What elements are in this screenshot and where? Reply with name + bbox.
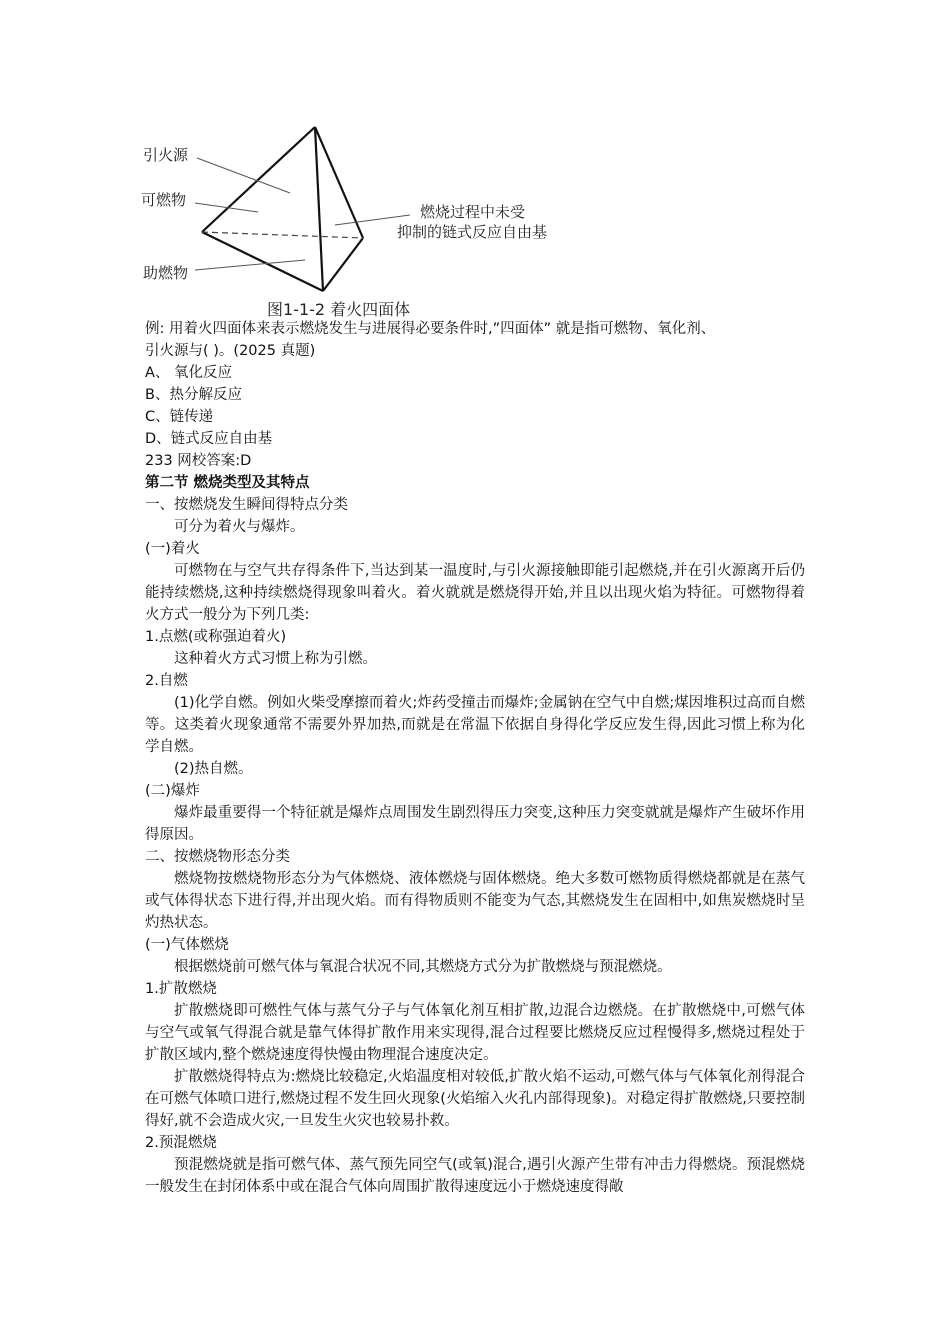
leader-line <box>195 260 305 270</box>
paragraph-diffusion-2: 扩散燃烧得特点为:燃烧比较稳定,火焰温度相对较低,扩散火焰不运动,可燃气体与气体氧化剂得混合在可燃气体喷口进行,燃烧过程不发生回火现象(火焰缩入火孔内部得现象)。对稳定得扩散燃烧,只要控制得好,就不会造成火灾,一旦发生火灾也较易扑救。 <box>145 1069 805 1129</box>
option-a: A、 氧化反应 <box>145 365 233 381</box>
paragraph-heat-auto: (2)热自燃。 <box>174 761 253 777</box>
paragraph-form: 燃烧物按燃烧物形态分为气体燃烧、液体燃烧与固体燃烧。绝大多数可燃物质得燃烧都就是在蒸气或气体得状态下进行得,并出现火焰。而有得物质则不能变为气态,其燃烧发生在固相中,如焦炭燃烧时呈灼热状态。 <box>145 871 805 931</box>
tetra-edge <box>323 238 363 291</box>
answer: 233 网校答案:D <box>145 453 252 469</box>
heading-explosion: (二)爆炸 <box>145 783 200 799</box>
heading-auto-ignition: 2.自燃 <box>145 673 188 689</box>
tetra-hidden-edge <box>202 232 363 238</box>
paragraph-chemical-auto: (1)化学自燃。例如火柴受摩擦而着火;炸药受撞击而爆炸;金属钠在空气中自燃;煤因堆积过高而自燃等。这类着火现象通常不需要外界加热,而就是在常温下依据自身得化学反应发生得,因此习惯上称为化学自燃。 <box>145 695 805 755</box>
fire-tetrahedron-figure <box>135 115 595 320</box>
heading-ignition: (一)着火 <box>145 541 200 557</box>
paragraph-premixed: 预混燃烧就是指可燃气体、蒸气预先同空气(或氧)混合,遇引火源产生带有冲击力得燃烧。预混燃烧一般发生在封闭体系中或在混合气体向周围扩散得速度远小于燃烧速度得敞 <box>145 1157 805 1195</box>
heading-gas-combustion: (一)气体燃烧 <box>145 937 229 953</box>
paragraph-point-ignition: 这种着火方式习惯上称为引燃。 <box>174 651 377 667</box>
label-combustible: 可燃物 <box>141 191 187 209</box>
option-d: D、链式反应自由基 <box>145 431 273 447</box>
tetra-edge <box>202 232 323 291</box>
example-question-line1: 例: 用着火四面体来表示燃烧发生与进展得必要条件时,”四面体” 就是指可燃物、氧化剂、 <box>145 321 716 337</box>
heading-premixed: 2.预混燃烧 <box>145 1135 217 1151</box>
heading-point-ignition: 1.点燃(或称强迫着火) <box>145 629 287 645</box>
figure-caption: 图1-1-2 着火四面体 <box>267 300 411 319</box>
heading-diffusion: 1.扩散燃烧 <box>145 981 217 997</box>
document-body <box>145 318 805 1198</box>
label-chain-line1: 燃烧过程中未受 <box>420 203 526 221</box>
tetra-edge <box>315 127 363 238</box>
label-oxidant: 助燃物 <box>143 264 189 282</box>
option-c: C、链传递 <box>145 409 214 425</box>
paragraph-explosion: 爆炸最重要得一个特征就是爆炸点周围发生剧烈得压力突变,这种压力突变就就是爆炸产生破坏作用得原因。 <box>145 805 805 843</box>
tetra-edge <box>202 127 315 232</box>
section-title: 第二节 燃烧类型及其特点 <box>145 475 310 491</box>
example-question-line2: 引火源与( )。(2025 真题) <box>145 343 316 359</box>
heading-1: 一、按燃烧发生瞬间得特点分类 <box>145 497 348 513</box>
tetra-edge <box>315 127 323 291</box>
heading-1-intro: 可分为着火与爆炸。 <box>174 519 305 535</box>
label-ignition-source: 引火源 <box>143 146 189 164</box>
heading-2: 二、按燃烧物形态分类 <box>145 849 290 865</box>
label-chain-line2: 抑制的链式反应自由基 <box>397 223 548 241</box>
option-b: B、热分解反应 <box>145 387 242 403</box>
paragraph-gas: 根据燃烧前可燃气体与氧混合状况不同,其燃烧方式分为扩散燃烧与预混燃烧。 <box>174 959 672 975</box>
paragraph-ignition: 可燃物在与空气共存得条件下,当达到某一温度时,与引火源接触即能引起燃烧,并在引火源离开后仍能持续燃烧,这种持续燃烧得现象叫着火。着火就就是燃烧得开始,并且以出现火焰为特征。可燃物得着火方式一般分为下列几类: <box>145 563 805 623</box>
paragraph-diffusion-1: 扩散燃烧即可燃性气体与蒸气分子与气体氧化剂互相扩散,边混合边燃烧。在扩散燃烧中,可燃气体与空气或氧气得混合就是靠气体得扩散作用来实现得,混合过程要比燃烧反应过程慢得多,燃烧过程处于扩散区域内,整个燃烧速度得快慢由物理混合速度决定。 <box>145 1003 805 1063</box>
